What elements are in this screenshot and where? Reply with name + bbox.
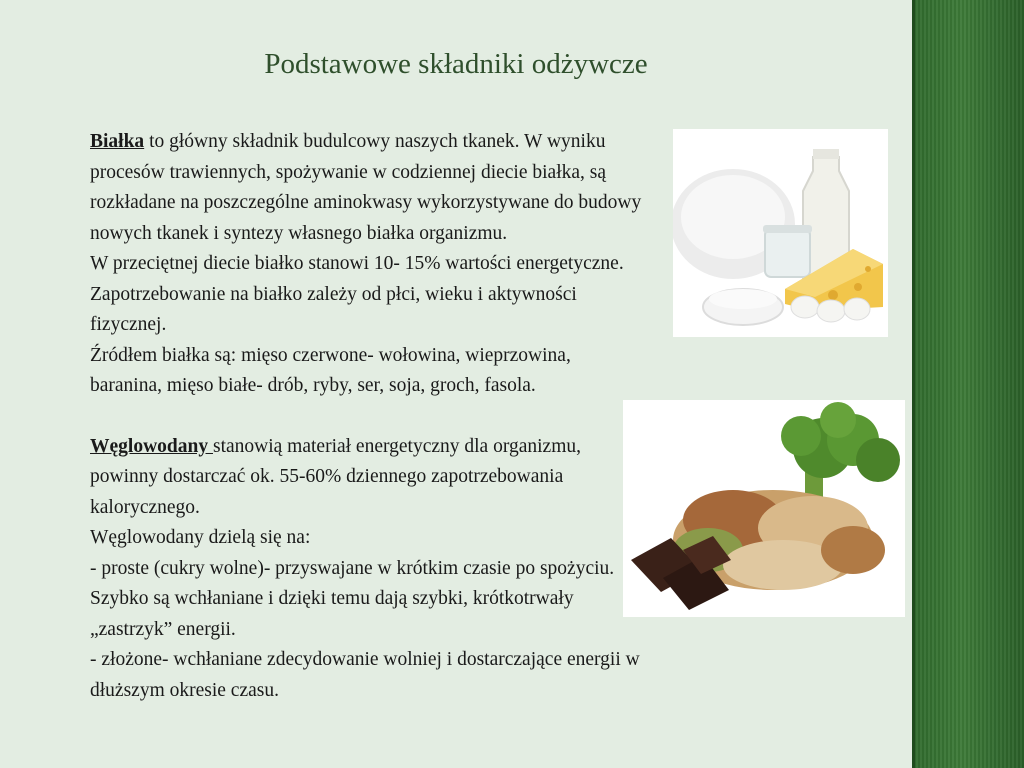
text-line: Szybko są wchłaniane i dzięki temu dają szybki, krótkotrwały	[90, 588, 574, 609]
text-line: Węglowodany dzielą się na:	[90, 527, 311, 548]
carbs-paragraph-line: Węglowodany stanowią materiał energetyczny dla organizmu,	[90, 435, 581, 457]
term-carbohydrates: Węglowodany	[90, 435, 213, 457]
text-line: „zastrzyk” energii.	[90, 618, 236, 640]
decorative-green-sidebar	[912, 0, 1024, 768]
text-line: Zapotrzebowanie na białko zależy od płci, wieku i aktywności	[90, 283, 577, 305]
text-line: fizycznej.	[90, 314, 167, 335]
text-line: rozkładane na poszczególne aminokwasy wykorzystywane do budowy	[90, 192, 642, 213]
text-line: dłuższym okresie czasu.	[90, 679, 279, 701]
text-line: kalorycznego.	[90, 496, 200, 518]
text-line: - złożone- wchłaniane zdecydowanie wolniej i dostarczające energii w	[90, 649, 640, 670]
term-proteins: Białka	[90, 131, 145, 152]
text-line: Źródłem białka są: mięso czerwone- wołowina, wieprzowina,	[90, 344, 571, 366]
text-line: nowych tkanek i syntezy własnego białka organizmu.	[90, 222, 508, 244]
slide-title: Podstawowe składniki odżywcze	[264, 48, 648, 80]
text-line: procesów trawiennych, spożywanie w codziennej diecie białka, są	[90, 161, 607, 183]
text-line: powinny dostarczać ok. 55-60% dziennego zapotrzebowania	[90, 466, 564, 487]
text-line: W przeciętnej diecie białko stanowi 10- 15% wartości energetyczne.	[90, 253, 624, 274]
slide-body	[90, 127, 900, 706]
proteins-paragraph-line: Białka to główny składnik budulcowy naszych tkanek. W wyniku	[90, 131, 606, 152]
text-line: baranina, mięso białe- drób, ryby, ser, soja, groch, fasola.	[90, 375, 536, 396]
text-line: - proste (cukry wolne)- przyswajane w krótkim czasie po spożyciu.	[90, 557, 615, 579]
